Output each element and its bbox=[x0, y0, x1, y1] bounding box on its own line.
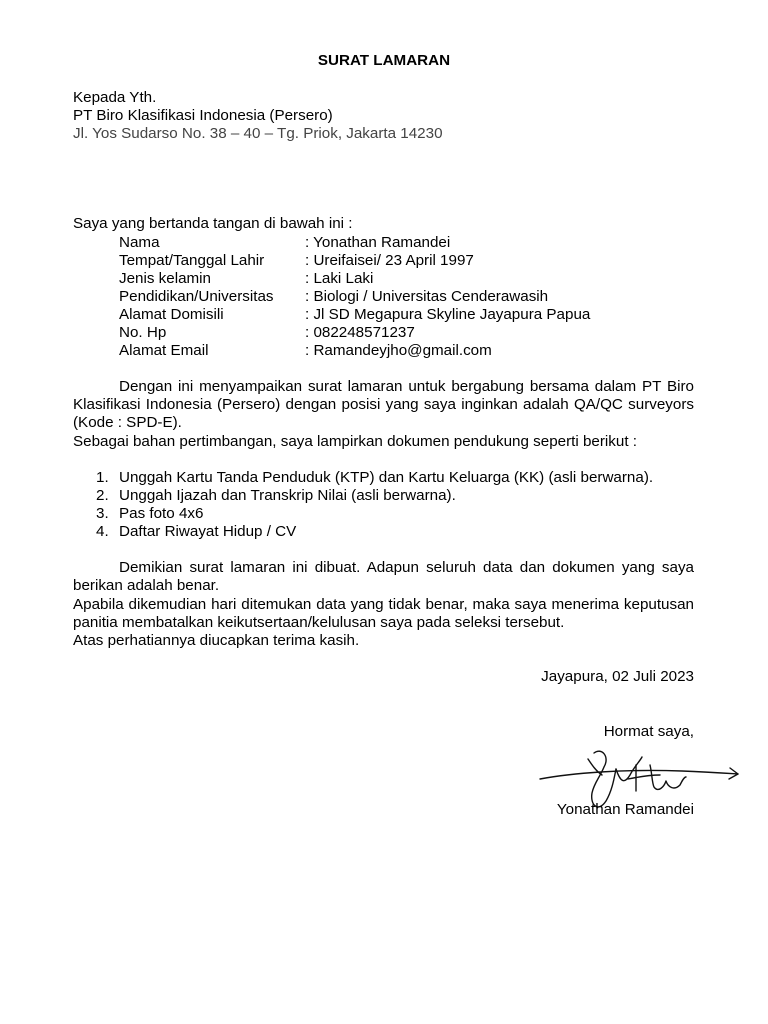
info-row-gender bbox=[119, 270, 639, 288]
recipient-address: Jl. Yos Sudarso No. 38 – 40 – Tg. Priok, Jakarta 14230 bbox=[73, 125, 443, 142]
signer-name: Yonathan Ramandei bbox=[556, 801, 694, 818]
info-row-education bbox=[119, 288, 639, 306]
closing-paragraph-3: Atas perhatiannya diucapkan terima kasih. bbox=[73, 632, 360, 649]
closing-paragraph-2: Apabila dikemudian hari ditemukan data yang tidak benar, maka saya menerima keputusan panitia membatalkan keikutsertaan/kelulusan saya pada seleksi tersebut. bbox=[73, 596, 694, 632]
info-value: : Ramandeyjho@gmail.com bbox=[305, 342, 492, 359]
info-label: Alamat Domisili bbox=[119, 306, 224, 323]
info-value: : Ureifaisei/ 23 April 1997 bbox=[305, 252, 474, 269]
list-number: 2. bbox=[96, 487, 109, 504]
info-label: Nama bbox=[119, 234, 160, 251]
info-value: : 082248571237 bbox=[305, 324, 415, 341]
info-label: Pendidikan/Universitas bbox=[119, 288, 274, 305]
list-text: Daftar Riwayat Hidup / CV bbox=[119, 523, 297, 540]
list-text: Unggah Kartu Tanda Penduduk (KTP) dan Kartu Keluarga (KK) (asli berwarna). bbox=[119, 469, 654, 486]
letter-title: SURAT LAMARAN bbox=[317, 52, 451, 69]
recipient-company: PT Biro Klasifikasi Indonesia (Persero) bbox=[73, 107, 333, 124]
info-row-name bbox=[119, 234, 639, 252]
signoff: Hormat saya, bbox=[603, 723, 694, 740]
info-label: Alamat Email bbox=[119, 342, 209, 359]
intro-text: Saya yang bertanda tangan di bawah ini : bbox=[73, 215, 353, 232]
info-value: : Biologi / Universitas Cenderawasih bbox=[305, 288, 549, 305]
info-value: : Laki Laki bbox=[305, 270, 374, 287]
info-row-phone bbox=[119, 324, 639, 342]
place-date: Jayapura, 02 Juli 2023 bbox=[541, 668, 694, 685]
info-row-birth bbox=[119, 252, 639, 270]
info-value: : Yonathan Ramandei bbox=[305, 234, 451, 251]
info-row-address bbox=[119, 306, 639, 324]
info-label: Tempat/Tanggal Lahir bbox=[119, 252, 265, 269]
info-value: : Jl SD Megapura Skyline Jayapura Papua bbox=[305, 306, 591, 323]
list-text: Pas foto 4x6 bbox=[119, 505, 204, 522]
list-number: 4. bbox=[96, 523, 109, 540]
list-number: 1. bbox=[96, 469, 109, 486]
info-row-email bbox=[119, 342, 639, 360]
info-label: No. Hp bbox=[119, 324, 167, 341]
list-text: Unggah Ijazah dan Transkrip Nilai (asli berwarna). bbox=[119, 487, 456, 504]
info-label: Jenis kelamin bbox=[119, 270, 212, 287]
closing-paragraph-1: Demikian surat lamaran ini dibuat. Adapun seluruh data dan dokumen yang saya berikan adalah benar. bbox=[73, 559, 694, 595]
recipient-greeting: Kepada Yth. bbox=[73, 89, 157, 106]
body-paragraph-1: Dengan ini menyampaikan surat lamaran untuk bergabung bersama dalam PT Biro Klasifikasi Indonesia (Persero) dengan posisi yang saya inginkan adalah QA/QC surveyors (Kode : SPD-E). bbox=[73, 378, 694, 432]
list-number: 3. bbox=[96, 505, 109, 522]
body-paragraph-2: Sebagai bahan pertimbangan, saya lampirkan dokumen pendukung seperti berikut : bbox=[73, 433, 637, 450]
